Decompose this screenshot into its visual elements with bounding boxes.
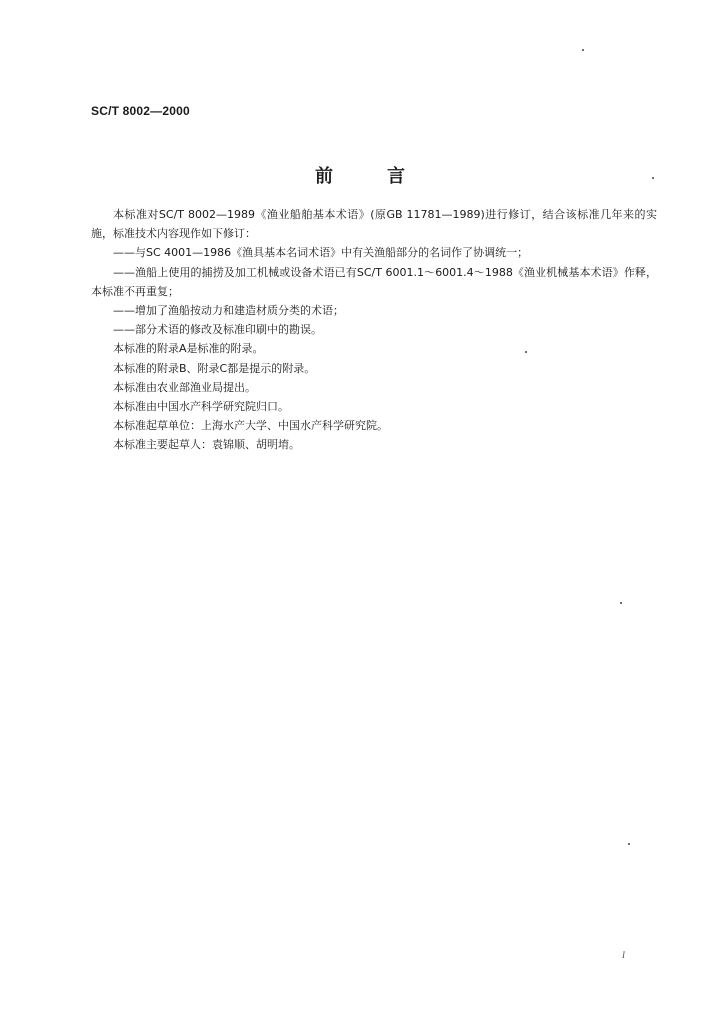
paragraph-appendix-bc: 本标准的附录B、附录C都是提示的附录。 <box>113 361 316 375</box>
scan-speck <box>525 351 527 353</box>
paragraph-revision-intro: 本标准对SC/T 8002—1989《渔业船舶基本术语》(原GB 11781—1989)进行修订，结合该标准几年来的实施，标准技术内容现作如下修订： <box>91 208 657 241</box>
paragraph-proposed-by: 本标准由农业部渔业局提出。 <box>113 380 256 394</box>
foreword-heading <box>0 162 722 188</box>
paragraph-item-machinery: ——渔船上使用的捕捞及加工机械或设备术语已有SC/T 6001.1～6001.4～1988《渔业机械基本术语》作释，本标准不再重复； <box>91 265 657 298</box>
scan-speck <box>582 49 584 51</box>
page-number: I <box>622 950 625 960</box>
paragraph-item-classification: ——增加了渔船按动力和建造材质分类的术语； <box>113 304 344 318</box>
scan-speck <box>628 843 630 845</box>
paragraph-appendix-a: 本标准的附录A是标准的附录。 <box>113 342 264 356</box>
heading-char-1: 前 <box>315 166 335 187</box>
standard-code: SC/T 8002—2000 <box>91 104 190 118</box>
scan-speck <box>620 602 622 604</box>
foreword-body <box>91 205 657 455</box>
paragraph-drafters: 本标准主要起草人：袁锦顺、胡明堉。 <box>113 438 300 452</box>
heading-char-2: 言 <box>387 166 407 187</box>
paragraph-drafting-units: 本标准起草单位：上海水产大学、中国水产科学研究院。 <box>113 419 388 433</box>
paragraph-administered-by: 本标准由中国水产科学研究院归口。 <box>113 400 289 414</box>
paragraph-item-coordination: ——与SC 4001—1986《渔具基本名词术语》中有关渔船部分的名词作了协调统一； <box>113 246 529 260</box>
scan-speck <box>652 177 654 179</box>
paragraph-item-corrections: ——部分术语的修改及标准印刷中的勘误。 <box>113 323 322 337</box>
